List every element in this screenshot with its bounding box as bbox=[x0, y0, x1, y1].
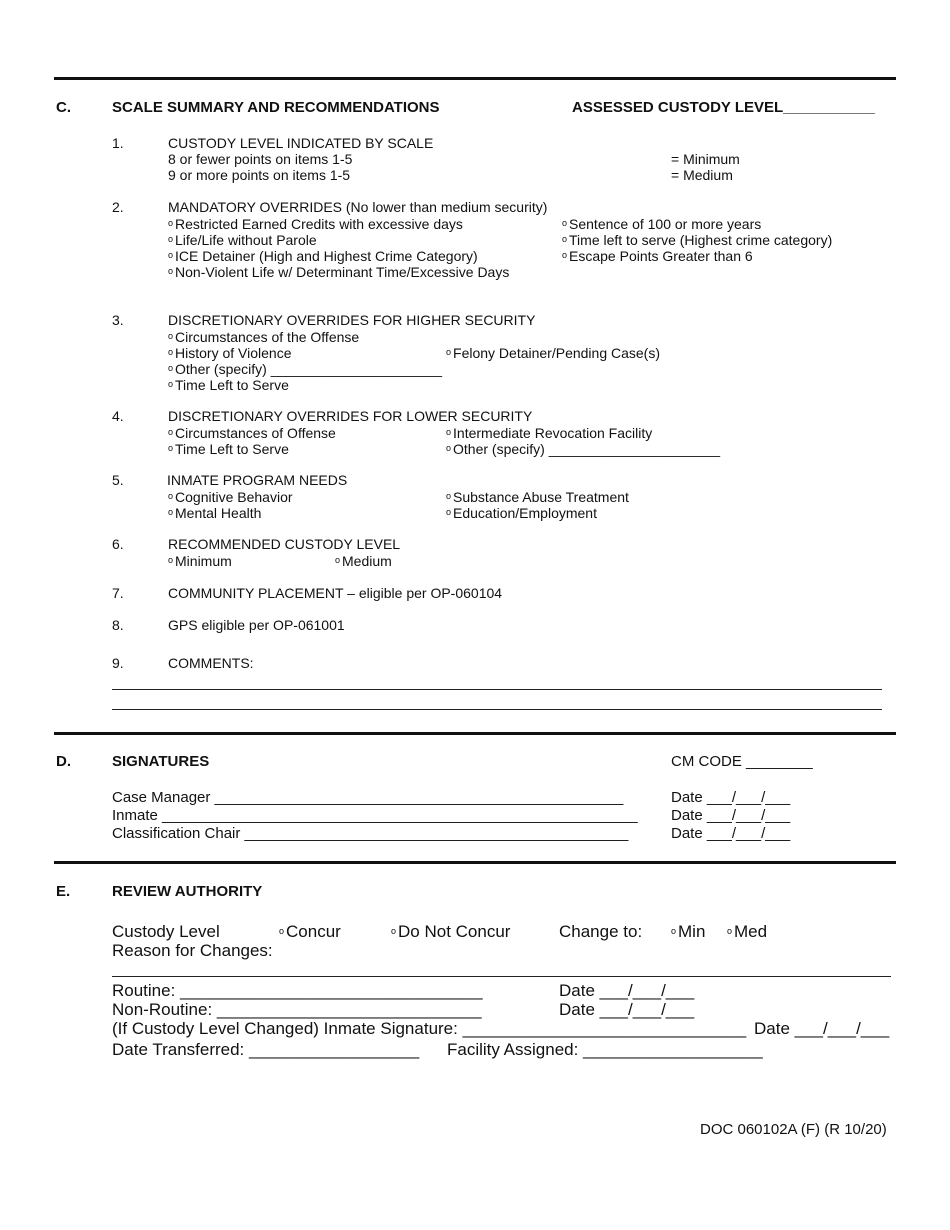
assessed-custody-level-field[interactable]: ASSESSED CUSTODY LEVEL___________ bbox=[572, 99, 875, 116]
higher-security-option[interactable]: $^o$ Felony Detainer/Pending Case(s) bbox=[446, 345, 661, 361]
non-routine-field[interactable]: Non-Routine: ____________________________ bbox=[112, 1000, 482, 1019]
section-c-letter: C. bbox=[56, 99, 71, 116]
option-bullet-icon: o bbox=[446, 427, 452, 437]
recommended-medium-option[interactable]: $^o$ Medium bbox=[335, 553, 392, 569]
item-7-number: 7. bbox=[112, 585, 124, 601]
change-to-label: Change to: bbox=[559, 922, 643, 941]
option-bullet-icon: o bbox=[168, 379, 174, 389]
do-not-concur-option[interactable]: o Do Not Concur bbox=[391, 922, 511, 941]
non-routine-date-field[interactable]: Date ___/___/___ bbox=[559, 1000, 695, 1019]
item-2-number: 2. bbox=[112, 199, 124, 215]
lower-security-option[interactable]: $^o$ Intermediate Revocation Facility bbox=[446, 425, 653, 441]
change-to-min-option[interactable]: o Min bbox=[671, 922, 706, 941]
section-d-title: SIGNATURES bbox=[112, 753, 210, 770]
reason-for-changes-line[interactable] bbox=[112, 976, 891, 977]
option-bullet-icon: o bbox=[168, 507, 174, 517]
item-5-number: 5. bbox=[112, 472, 124, 488]
concur-option[interactable]: o Concur bbox=[279, 922, 341, 941]
mandatory-override-option[interactable]: $^o$ ICE Detainer (High and Highest Crime Category) bbox=[168, 248, 478, 264]
item-1-result-a: = Minimum bbox=[671, 151, 740, 167]
item-8-number: 8. bbox=[112, 617, 124, 633]
option-bullet-icon: o bbox=[446, 347, 452, 357]
section-c-top-rule bbox=[54, 77, 896, 80]
option-bullet-icon: o bbox=[168, 491, 174, 501]
option-bullet-icon: o bbox=[335, 555, 341, 565]
option-bullet-icon: o bbox=[168, 555, 174, 565]
case-manager-date-field[interactable]: Date ___/___/___ bbox=[671, 789, 791, 806]
mandatory-override-option[interactable]: $^o$ Non-Violent Life w/ Determinant Time/Excessive Days bbox=[168, 264, 510, 280]
option-bullet-icon: o bbox=[562, 234, 568, 244]
item-6-heading: RECOMMENDED CUSTODY LEVEL bbox=[168, 536, 401, 552]
section-e-title: REVIEW AUTHORITY bbox=[112, 883, 263, 900]
program-need-option[interactable]: $^o$ Education/Employment bbox=[446, 505, 597, 521]
item-1-number: 1. bbox=[112, 135, 124, 151]
option-bullet-icon: o bbox=[562, 218, 568, 228]
item-4-number: 4. bbox=[112, 408, 124, 424]
lower-security-option[interactable]: $^o$ Time Left to Serve bbox=[168, 441, 289, 457]
classification-chair-date-field[interactable]: Date ___/___/___ bbox=[671, 825, 791, 842]
inmate-custody-change-signature-field[interactable]: (If Custody Level Changed) Inmate Signature: ______________________________ bbox=[112, 1019, 747, 1038]
comments-line-1[interactable] bbox=[112, 689, 882, 690]
option-bullet-icon: o bbox=[168, 331, 174, 341]
mandatory-override-option[interactable]: $^o$ Restricted Earned Credits with excessive days bbox=[168, 216, 463, 232]
section-d-letter: D. bbox=[56, 753, 71, 770]
option-bullet-icon: o bbox=[446, 443, 452, 453]
higher-security-option[interactable]: $^o$ Time Left to Serve bbox=[168, 377, 289, 393]
option-bullet-icon: o bbox=[168, 443, 174, 453]
option-bullet-icon: o bbox=[671, 926, 677, 936]
higher-security-option[interactable]: $^o$ History of Violence bbox=[168, 345, 292, 361]
community-placement-item[interactable]: COMMUNITY PLACEMENT – eligible per OP-060104 bbox=[168, 585, 503, 601]
section-c-title: SCALE SUMMARY AND RECOMMENDATIONS bbox=[112, 99, 440, 116]
option-bullet-icon: o bbox=[727, 926, 733, 936]
item-3-heading: DISCRETIONARY OVERRIDES FOR HIGHER SECURITY bbox=[168, 312, 536, 328]
classification-chair-signature-field[interactable]: Classification Chair ______________________________________________ bbox=[112, 825, 629, 842]
change-to-med-option[interactable]: o Med bbox=[727, 922, 768, 941]
routine-field[interactable]: Routine: ________________________________ bbox=[112, 981, 483, 1000]
item-1-line-b: 9 or more points on items 1-5 bbox=[168, 167, 351, 183]
option-bullet-icon: o bbox=[168, 266, 174, 276]
item-1-result-b: = Medium bbox=[671, 167, 733, 183]
cm-code-field[interactable]: CM CODE ________ bbox=[671, 753, 813, 770]
custody-level-label: Custody Level bbox=[112, 922, 220, 941]
item-1-heading: CUSTODY LEVEL INDICATED BY SCALE bbox=[168, 135, 434, 151]
item-4-heading: DISCRETIONARY OVERRIDES FOR LOWER SECURITY bbox=[168, 408, 533, 424]
recommended-minimum-option[interactable]: $^o$ Minimum bbox=[168, 553, 232, 569]
option-bullet-icon: o bbox=[168, 363, 174, 373]
higher-security-option[interactable]: $^o$ Circumstances of the Offense bbox=[168, 329, 360, 345]
section-d-top-rule bbox=[54, 732, 896, 735]
item-1-line-a: 8 or fewer points on items 1-5 bbox=[168, 151, 353, 167]
option-bullet-icon: o bbox=[446, 507, 452, 517]
gps-eligible-item[interactable]: GPS eligible per OP-061001 bbox=[168, 617, 345, 633]
option-bullet-icon: o bbox=[168, 347, 174, 357]
item-9-number: 9. bbox=[112, 655, 124, 671]
reason-for-changes-label: Reason for Changes: bbox=[112, 941, 273, 960]
inmate-custody-change-date-field[interactable]: Date ___/___/___ bbox=[754, 1019, 890, 1038]
lower-security-option[interactable]: $^o$ Other (specify) ______________________ bbox=[446, 441, 720, 457]
item-3-number: 3. bbox=[112, 312, 124, 328]
option-bullet-icon: o bbox=[279, 926, 285, 936]
option-bullet-icon: o bbox=[168, 234, 174, 244]
section-e-letter: E. bbox=[56, 883, 71, 900]
item-2-heading: MANDATORY OVERRIDES (No lower than medium security) bbox=[168, 199, 548, 215]
comments-line-2[interactable] bbox=[112, 709, 882, 710]
program-need-option[interactable]: $^o$ Cognitive Behavior bbox=[168, 489, 293, 505]
form-id: DOC 060102A (F) (R 10/20) bbox=[700, 1121, 887, 1138]
option-bullet-icon: o bbox=[168, 427, 174, 437]
mandatory-override-option[interactable]: $^o$ Life/Life without Parole bbox=[168, 232, 317, 248]
option-bullet-icon: o bbox=[168, 250, 174, 260]
mandatory-override-option[interactable]: $^o$ Sentence of 100 or more years bbox=[562, 216, 762, 232]
option-bullet-icon: o bbox=[446, 491, 452, 501]
facility-assigned-field[interactable]: Facility Assigned: ___________________ bbox=[447, 1040, 763, 1059]
comments-label: COMMENTS: bbox=[168, 655, 254, 671]
mandatory-override-option[interactable]: $^o$ Time left to serve (Highest crime category) bbox=[562, 232, 833, 248]
lower-security-option[interactable]: $^o$ Circumstances of Offense bbox=[168, 425, 336, 441]
date-transferred-field[interactable]: Date Transferred: __________________ bbox=[112, 1040, 420, 1059]
program-need-option[interactable]: $^o$ Mental Health bbox=[168, 505, 262, 521]
option-bullet-icon: o bbox=[391, 926, 397, 936]
case-manager-signature-field[interactable]: Case Manager _________________________________________________ bbox=[112, 789, 624, 806]
inmate-signature-field[interactable]: Inmate _________________________________________________________ bbox=[112, 807, 638, 824]
option-bullet-icon: o bbox=[168, 218, 174, 228]
program-need-option[interactable]: $^o$ Substance Abuse Treatment bbox=[446, 489, 629, 505]
section-e-top-rule bbox=[54, 861, 896, 864]
mandatory-override-option[interactable]: $^o$ Escape Points Greater than 6 bbox=[562, 248, 753, 264]
item-6-number: 6. bbox=[112, 536, 124, 552]
item-5-heading: INMATE PROGRAM NEEDS bbox=[167, 472, 348, 488]
routine-date-field[interactable]: Date ___/___/___ bbox=[559, 981, 695, 1000]
option-bullet-icon: o bbox=[562, 250, 568, 260]
inmate-date-field[interactable]: Date ___/___/___ bbox=[671, 807, 791, 824]
higher-security-option[interactable]: $^o$ Other (specify) ______________________ bbox=[168, 361, 442, 377]
